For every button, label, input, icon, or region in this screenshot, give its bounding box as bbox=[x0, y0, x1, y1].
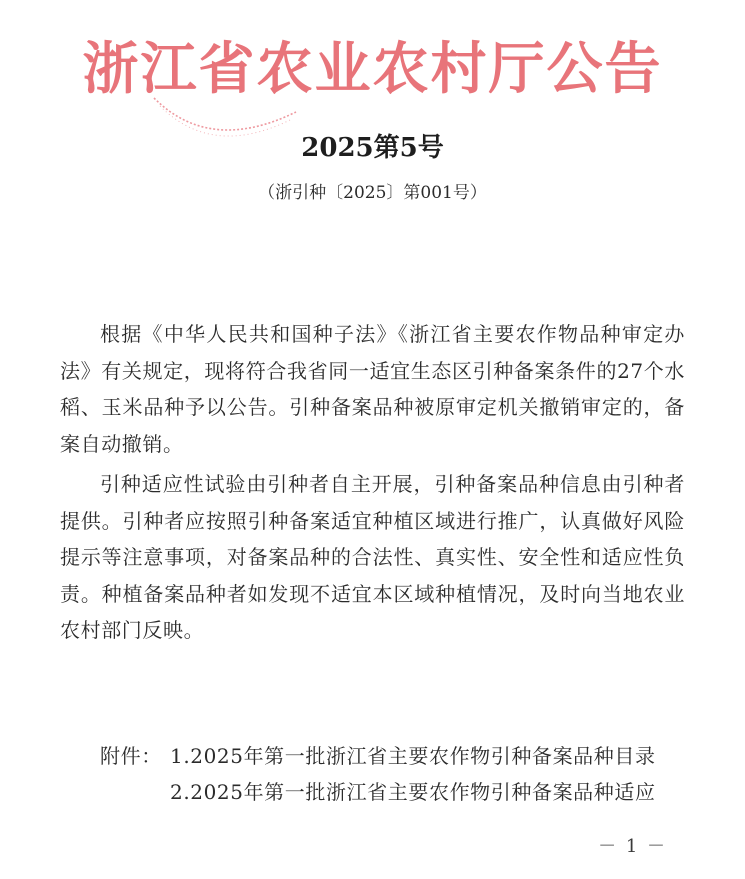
announcement-body bbox=[60, 316, 685, 649]
announcement-title: 浙江省农业农村厅公告 bbox=[82, 37, 663, 102]
attachment-item-1: 1.2025年第一批浙江省主要农作物引种备案品种目录 bbox=[170, 744, 656, 768]
attachments-list bbox=[100, 738, 700, 810]
attachment-row-2 bbox=[100, 774, 700, 810]
page-number: － 1 － bbox=[598, 836, 667, 857]
attachments-label: 附件： bbox=[100, 744, 162, 768]
document-number: 2025第5号 bbox=[301, 133, 444, 163]
attachment-item-2: 2.2025年第一批浙江省主要农作物引种备案品种适应 bbox=[170, 780, 656, 804]
document-subnumber: （浙引种〔2025〕第001号） bbox=[258, 183, 487, 203]
body-paragraph-2: 引种适应性试验由引种者自主开展，引种备案品种信息由引种者提供。引种者应按照引种备案适宜种植区域进行推广，认真做好风险提示等注意事项，对备案品种的合法性、真实性、安全性和适应性负责。种植备案品种者如发现不适宜本区域种植情况，及时向当地农业农村部门反映。 bbox=[60, 472, 685, 642]
body-paragraph-1: 根据《中华人民共和国种子法》《浙江省主要农作物品种审定办法》有关规定，现将符合我省同一适宜生态区引种备案条件的27个水稻、玉米品种予以公告。引种备案品种被原审定机关撤销审定的，备案自动撤销。 bbox=[60, 322, 685, 456]
attachment-row-1 bbox=[100, 738, 700, 774]
